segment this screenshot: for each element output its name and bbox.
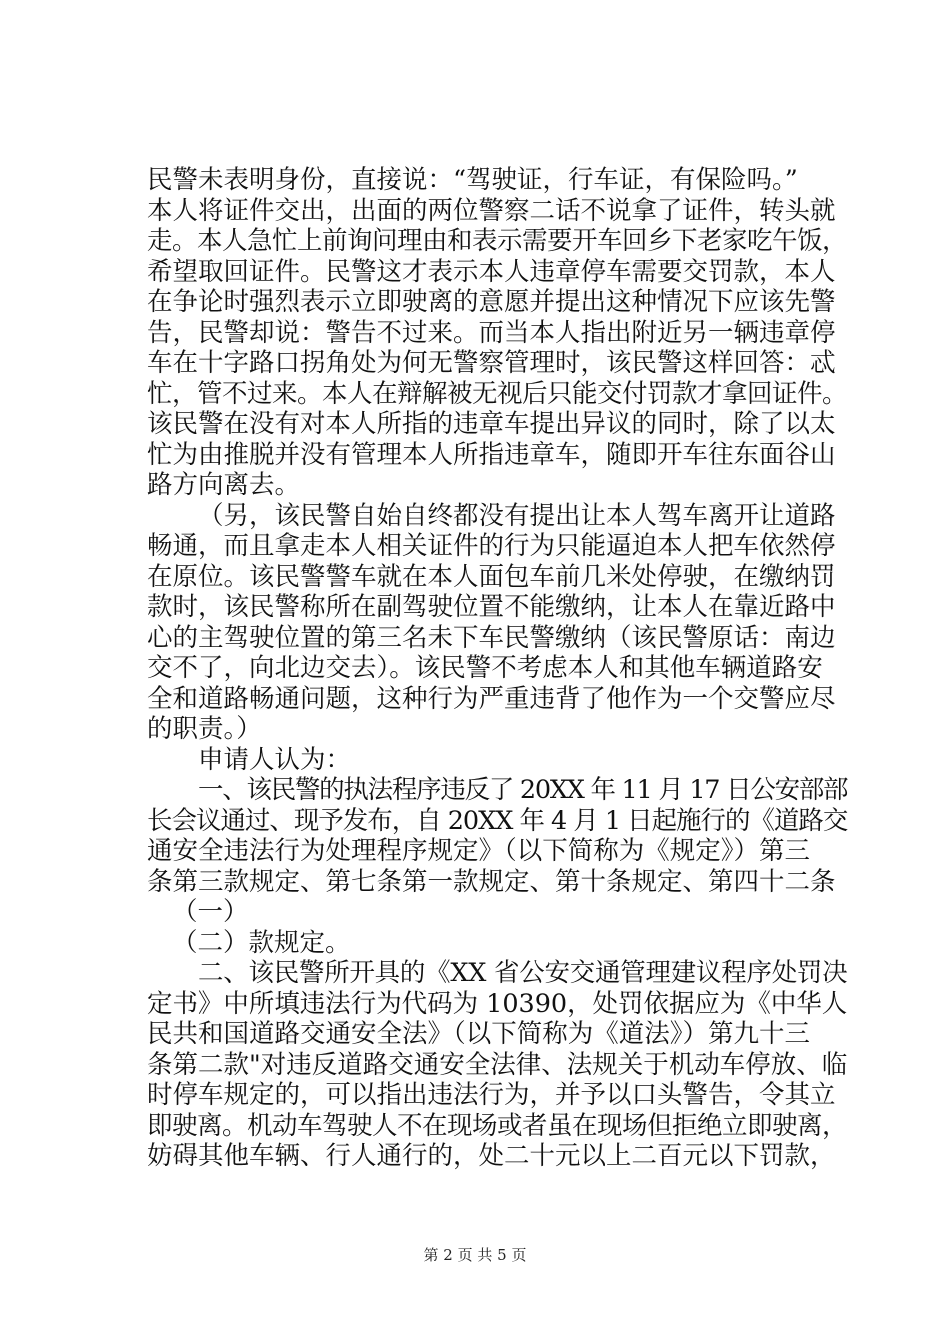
text-line: 通安全违法行为处理程序规定》（以下简称为《规定》）第三: [147, 836, 811, 866]
text-line: 在原位。该民警警车就在本人面包车前几米处停驶，在缴纳罚: [147, 561, 836, 592]
text-line: 妨碍其他车辆、行人通行的，处二十元以上二百元以下罚款，: [147, 1141, 836, 1171]
text-line: 条第二款"对违反道路交通安全法律、法规关于机动车停放、临: [147, 1049, 848, 1080]
text-line: 畅通，而且拿走本人相关证件的行为只能逼迫本人把车依然停: [147, 531, 836, 561]
text-line: 忙，管不过来。本人在辩解被无视后只能交付罚款才拿回证件。: [147, 378, 848, 409]
text-line: 的职责。）: [147, 714, 262, 744]
text-line: 即驶离。机动车驾驶人不在现场或者虽在现场但拒绝立即驶离，: [147, 1110, 848, 1141]
text-line: 长会议通过、现予发布，自 20XX 年 4 月 1 日起施行的《道路交: [147, 805, 848, 836]
text-line: 告，民警却说：警告不过来。而当本人指出附近另一辆违章停: [147, 317, 836, 348]
text-line: （另，该民警自始自终都没有提出让本人驾车离开让道路: [198, 500, 836, 531]
text-line: 全和道路畅通问题，这种行为严重违背了他作为一个交警应尽: [147, 683, 836, 714]
text-line: （一）: [172, 897, 249, 927]
text-line: 走。本人急忙上前询问理由和表示需要开车回乡下老家吃午饭，: [147, 226, 848, 256]
text-line: 一、该民警的执法程序违反了 20XX 年 11 月 17 日公安部部: [198, 775, 848, 805]
text-line: 交不了，向北边交去）。该民警不考虑本人和其他车辆道路安: [147, 653, 823, 683]
text-line: 二、该民警所开具的《XX 省公安交通管理建议程序处罚决: [198, 958, 848, 988]
text-line: 定书》中所填违法行为代码为 10390，处罚依据应为《中华人: [147, 988, 848, 1019]
text-line: 该民警在没有对本人所指的违章车提出异议的同时，除了以太: [147, 409, 836, 439]
text-line: （二）款规定。: [172, 927, 351, 958]
text-line: 车在十字路口拐角处为何无警察管理时，该民警这样回答：忒: [147, 348, 836, 378]
text-line: 条第三款规定、第七条第一款规定、第十条规定、第四十二条: [147, 866, 836, 897]
page-footer: 第 2 页 共 5 页: [423, 1246, 527, 1264]
text-line: 在争论时强烈表示立即驶离的意愿并提出这种情况下应该先警: [147, 287, 836, 317]
text-line: 时停车规定的，可以指出违法行为，并予以口头警告，令其立: [147, 1080, 836, 1110]
text-line: 希望取回证件。民警这才表示本人违章停车需要交罚款，本人: [147, 256, 836, 287]
text-line: 款时，该民警称所在副驾驶位置不能缴纳，让本人在靠近路中: [147, 592, 836, 622]
body-text: [147, 165, 847, 1172]
text-line: 民共和国道路交通安全法》（以下简称为《道法》）第九十三: [147, 1019, 811, 1049]
text-line: 忙为由推脱并没有管理本人所指违章车，随即开车往东面谷山: [147, 439, 836, 470]
text-line: 本人将证件交出，出面的两位警察二话不说拿了证件，转头就: [147, 195, 836, 226]
text-line: 申请人认为：: [198, 744, 352, 775]
text-line: 路方向离去。: [147, 470, 301, 500]
text-line: 民警未表明身份，直接说：“驾驶证，行车证，有保险吗。”: [147, 165, 798, 195]
text-line: 心的主驾驶位置的第三名未下车民警缴纳（该民警原话：南边: [147, 622, 836, 653]
